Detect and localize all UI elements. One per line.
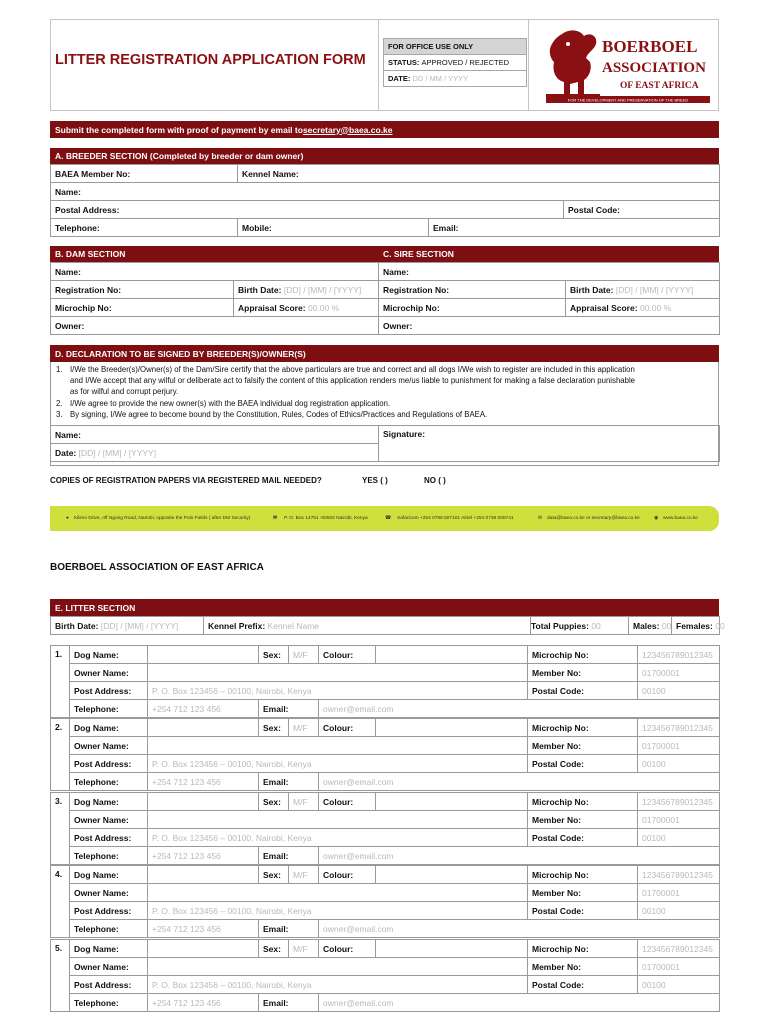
post-address-input[interactable]: P. O. Box 123456 – 00100, Nairobi, Kenya	[148, 902, 528, 920]
dam-birth-date-placeholder: [DD] / [MM] / [YYYY]	[283, 284, 362, 295]
colour-label: Colour:	[319, 719, 376, 737]
sire-birth-date-label: Birth Date:	[570, 284, 614, 295]
males-field[interactable]	[629, 617, 672, 635]
status-label: STATUS:	[388, 58, 420, 67]
dam-table	[50, 262, 379, 335]
litter-summary-table	[50, 616, 725, 635]
owner-name-label: Owner Name:	[70, 664, 148, 682]
sex-input[interactable]: M/F	[289, 866, 319, 884]
owner-name-input[interactable]	[148, 664, 528, 682]
females-placeholder: 00	[715, 620, 725, 631]
sire-section-heading: C. SIRE SECTION	[378, 246, 719, 262]
logo-line3: OF EAST AFRICA	[620, 81, 699, 91]
postal-code-label: Postal Code:	[528, 755, 638, 773]
telephone-label: Telephone:	[70, 920, 148, 938]
postal-code-input[interactable]: 00100	[638, 976, 720, 994]
mobile-field[interactable]: Mobile:	[238, 219, 429, 237]
post-address-input[interactable]: P. O. Box 123456 – 00100, Nairobi, Kenya	[148, 976, 528, 994]
status-value: APPROVED / REJECTED	[421, 58, 510, 67]
member-no-label: Member No:	[528, 958, 638, 976]
post-address-label: Post Address:	[70, 829, 148, 847]
decl-item-num: 1.	[56, 365, 63, 374]
telephone-input[interactable]: +254 712 123 456	[148, 700, 259, 718]
postal-code-input[interactable]: 00100	[638, 829, 720, 847]
colour-input[interactable]	[376, 866, 528, 884]
microchip-label: Microchip No:	[528, 646, 638, 664]
org-heading: BOERBOEL ASSOCIATION OF EAST AFRICA	[50, 562, 264, 573]
owner-name-label: Owner Name:	[70, 958, 148, 976]
dam-registration-field[interactable]: Registration No:	[51, 281, 234, 299]
banner-website: www.baea.co.ke	[663, 516, 698, 521]
post-address-label: Post Address:	[70, 902, 148, 920]
puppy-table	[50, 792, 720, 865]
telephone-input[interactable]: +254 712 123 456	[148, 847, 259, 865]
colour-label: Colour:	[319, 793, 376, 811]
member-no-label: Member No:	[528, 737, 638, 755]
member-no-input[interactable]: 01700001	[638, 958, 720, 976]
colour-label: Colour:	[319, 866, 376, 884]
females-field[interactable]	[672, 617, 725, 635]
dam-appraisal-field[interactable]	[234, 299, 379, 317]
sex-label: Sex:	[259, 719, 289, 737]
postal-code-label: Postal Code:	[528, 682, 638, 700]
kennel-prefix-field[interactable]	[204, 617, 531, 635]
sire-table	[378, 262, 720, 335]
sire-registration-field[interactable]: Registration No:	[379, 281, 566, 299]
email-icon: ✉	[538, 516, 543, 521]
litter-birth-date-placeholder: [DD] / [MM] / [YYYY]	[100, 620, 179, 631]
email-input[interactable]: owner@email.com	[319, 700, 720, 718]
females-label: Females:	[676, 620, 713, 631]
decl-item-3-line: By signing, I/We agree to become bound by the Constitution, Rules, Codes of Ethics/Practices and Regulations of BAEA.	[70, 410, 488, 419]
puppy-table	[50, 865, 720, 938]
puppy-number: 4.	[51, 866, 70, 938]
email-input[interactable]: owner@email.com	[319, 994, 720, 1012]
member-no-label: Member No:	[528, 664, 638, 682]
post-address-label: Post Address:	[70, 976, 148, 994]
telephone-input[interactable]: +254 712 123 456	[148, 994, 259, 1012]
dog-name-label: Dog Name:	[70, 793, 148, 811]
owner-name-label: Owner Name:	[70, 884, 148, 902]
telephone-label: Telephone:	[70, 700, 148, 718]
member-no-input[interactable]: 01700001	[638, 737, 720, 755]
banner-emails: data@baea.co.ke or secretary@baea.co.ke	[547, 516, 640, 521]
sire-owner-field[interactable]: Owner:	[379, 317, 720, 335]
post-address-input[interactable]: P. O. Box 123456 – 00100, Nairobi, Kenya	[148, 755, 528, 773]
decl-item-num: 2.	[56, 399, 63, 408]
owner-name-label: Owner Name:	[70, 811, 148, 829]
declaration-heading: D. DECLARATION TO BE SIGNED BY BREEDER(S)/OWNER(S)	[50, 345, 719, 362]
copies-no-option[interactable]: NO ( )	[424, 476, 446, 485]
member-no-input[interactable]: 01700001	[638, 664, 720, 682]
decl-date-field[interactable]	[51, 444, 379, 462]
dog-name-input[interactable]	[148, 646, 259, 664]
colour-input[interactable]	[376, 940, 528, 958]
postal-code-label: Postal Code:	[528, 976, 638, 994]
litter-section-heading: E. LITTER SECTION	[50, 599, 719, 616]
dog-name-label: Dog Name:	[70, 866, 148, 884]
males-label: Males:	[633, 620, 660, 631]
email-label: Email:	[259, 920, 319, 938]
total-puppies-placeholder: 00	[591, 620, 601, 631]
dam-birth-date-label: Birth Date:	[238, 284, 282, 295]
microchip-input[interactable]: 123456789012345	[638, 940, 720, 958]
contact-banner	[50, 506, 719, 531]
microchip-input[interactable]: 123456789012345	[638, 719, 720, 737]
dam-appraisal-label: Appraisal Score:	[238, 302, 306, 313]
litter-birth-date-label: Birth Date:	[55, 620, 99, 631]
member-no-label: Member No:	[528, 811, 638, 829]
location-pin-icon: ●	[66, 516, 69, 521]
dog-name-input[interactable]	[148, 793, 259, 811]
phone-icon: ☎	[385, 516, 391, 521]
males-placeholder: 00	[661, 620, 672, 631]
copies-question: COPIES OF REGISTRATION PAPERS VIA REGISTERED MAIL NEEDED?	[50, 476, 322, 485]
form-title: LITTER REGISTRATION APPLICATION FORM	[55, 52, 366, 68]
submit-email-link[interactable]: secretary@baea.co.ke	[302, 124, 393, 135]
decl-date-label: Date:	[55, 447, 77, 458]
po-box-icon: ✉	[273, 516, 278, 521]
sire-appraisal-placeholder: 00.00 %	[639, 302, 672, 313]
kennel-prefix-placeholder: Kennel Name	[267, 620, 320, 631]
puppy-number: 1.	[51, 646, 70, 718]
post-address-input[interactable]: P. O. Box 123456 – 00100, Nairobi, Kenya	[148, 829, 528, 847]
submit-note-text: Submit the completed form with proof of payment by email to	[55, 124, 303, 135]
postal-code-label: Postal Code:	[528, 902, 638, 920]
puppy-number: 2.	[51, 719, 70, 791]
colour-input[interactable]	[376, 793, 528, 811]
banner-address: Kilimo Drive, off Ngong Road, Nairobi, opposite the Polo Fields ( after DM Security)	[74, 516, 251, 521]
dog-name-input[interactable]	[148, 866, 259, 884]
kennel-prefix-label: Kennel Prefix:	[208, 620, 266, 631]
breeder-table	[50, 164, 720, 237]
puppy-table	[50, 718, 720, 791]
dog-name-input[interactable]	[148, 719, 259, 737]
puppy-table	[50, 645, 720, 718]
telephone-label: Telephone:	[70, 994, 148, 1012]
dam-microchip-field[interactable]: Microchip No:	[51, 299, 234, 317]
decl-item-num: 3.	[56, 410, 63, 419]
sex-input[interactable]: M/F	[289, 719, 319, 737]
telephone-input[interactable]: +254 712 123 456	[148, 920, 259, 938]
postal-code-input[interactable]: 00100	[638, 682, 720, 700]
dog-name-label: Dog Name:	[70, 719, 148, 737]
puppy-number: 3.	[51, 793, 70, 865]
colour-label: Colour:	[319, 646, 376, 664]
post-address-label: Post Address:	[70, 682, 148, 700]
member-no-input[interactable]: 01700001	[638, 884, 720, 902]
colour-label: Colour:	[319, 940, 376, 958]
date-placeholder: DD / MM / YYYY	[412, 74, 469, 83]
post-address-input[interactable]: P. O. Box 123456 – 00100, Nairobi, Kenya	[148, 682, 528, 700]
decl-date-placeholder: [DD] / [MM] / [YYYY]	[78, 447, 157, 458]
decl-item-1-line: and I/We accept that any wilful or deliberate act to falsify the content of this application renders me/us liable to punishment for making a false declaration punishable	[70, 376, 636, 385]
dam-birth-date-field[interactable]	[234, 281, 379, 299]
owner-name-input[interactable]	[148, 958, 528, 976]
microchip-input[interactable]: 123456789012345	[638, 646, 720, 664]
copies-yes-option[interactable]: YES ( )	[362, 476, 388, 485]
dam-name-field[interactable]: Name:	[51, 263, 379, 281]
telephone-label: Telephone:	[70, 773, 148, 791]
email-label: Email:	[259, 773, 319, 791]
decl-name-field[interactable]: Name:	[51, 426, 379, 444]
sex-label: Sex:	[259, 940, 289, 958]
postal-code-input[interactable]: 00100	[638, 902, 720, 920]
sire-appraisal-field[interactable]	[566, 299, 720, 317]
email-input[interactable]: owner@email.com	[319, 773, 720, 791]
total-puppies-field[interactable]	[531, 617, 629, 635]
kennel-name-field[interactable]: Kennel Name:	[238, 165, 720, 183]
signature-field[interactable]: Signature:	[379, 426, 720, 462]
member-no-input[interactable]: 01700001	[638, 811, 720, 829]
postal-code-field[interactable]: Postal Code:	[564, 201, 720, 219]
colour-input[interactable]	[376, 719, 528, 737]
banner-po-box: P. O. Box 14751 -00502 Nairobi, Kenya	[284, 516, 368, 521]
microchip-label: Microchip No:	[528, 866, 638, 884]
dam-owner-field[interactable]: Owner:	[51, 317, 379, 335]
dog-name-input[interactable]	[148, 940, 259, 958]
dog-silhouette-icon	[546, 30, 600, 98]
sire-appraisal-label: Appraisal Score:	[570, 302, 638, 313]
puppy-table	[50, 939, 720, 1012]
boerboel-logo	[540, 22, 716, 106]
decl-item-1-line: as for wilful and corrupt perjury.	[70, 387, 179, 396]
sire-birth-date-field[interactable]	[566, 281, 720, 299]
sex-input[interactable]: M/F	[289, 940, 319, 958]
colour-input[interactable]	[376, 646, 528, 664]
telephone-label: Telephone:	[70, 847, 148, 865]
microchip-input[interactable]: 123456789012345	[638, 866, 720, 884]
date-row[interactable]	[383, 70, 527, 87]
microchip-input[interactable]: 123456789012345	[638, 793, 720, 811]
member-no-field[interactable]: BAEA Member No:	[51, 165, 238, 183]
logo-line2: ASSOCIATION	[602, 60, 706, 76]
declaration-sign-table	[50, 425, 720, 462]
sex-input[interactable]: M/F	[289, 793, 319, 811]
owner-name-label: Owner Name:	[70, 737, 148, 755]
sex-label: Sex:	[259, 866, 289, 884]
postal-code-input[interactable]: 00100	[638, 755, 720, 773]
breeder-section-heading: A. BREEDER SECTION (Completed by breeder or dam owner)	[50, 148, 719, 164]
email-field[interactable]: Email:	[429, 219, 720, 237]
email-label: Email:	[259, 700, 319, 718]
submit-note-bar	[50, 121, 719, 138]
sire-name-field[interactable]: Name:	[379, 263, 720, 281]
email-label: Email:	[259, 847, 319, 865]
postal-address-field[interactable]: Postal Address:	[51, 201, 564, 219]
postal-code-label: Postal Code:	[528, 829, 638, 847]
breeder-name-field[interactable]: Name:	[51, 183, 720, 201]
sex-label: Sex:	[259, 646, 289, 664]
telephone-field[interactable]: Telephone:	[51, 219, 238, 237]
owner-name-input[interactable]	[148, 884, 528, 902]
decl-item-1-line: I/We the Breeder(s)/Owner(s) of the Dam/Sire certify that the above particulars are true and correct and all dogs I/We wish to register are included in this application	[70, 365, 635, 374]
post-address-label: Post Address:	[70, 755, 148, 773]
telephone-input[interactable]: +254 712 123 456	[148, 773, 259, 791]
office-use-label: FOR OFFICE USE ONLY	[383, 38, 527, 55]
sex-label: Sex:	[259, 793, 289, 811]
email-label: Email:	[259, 994, 319, 1012]
dam-section-heading: B. DAM SECTION	[50, 246, 378, 262]
dam-appraisal-placeholder: 00.00 %	[307, 302, 340, 313]
owner-name-input[interactable]	[148, 811, 528, 829]
puppy-number: 5.	[51, 940, 70, 1012]
date-label: DATE:	[388, 74, 411, 83]
sire-birth-date-placeholder: [DD] / [MM] / [YYYY]	[615, 284, 694, 295]
banner-phones: Safaricom +254 0798 507101 Airtel +254 0738 000741	[397, 516, 514, 521]
litter-birth-date-field[interactable]	[51, 617, 204, 635]
email-input[interactable]: owner@email.com	[319, 920, 720, 938]
logo-tagline: FOR THE DEVELOPMENT AND PRESERVATION OF THE BREED	[567, 97, 689, 103]
sire-microchip-field[interactable]: Microchip No:	[379, 299, 566, 317]
decl-item-2-line: I/We agree to provide the new owner(s) with the BAEA individual dog registration application.	[70, 399, 391, 408]
dog-name-label: Dog Name:	[70, 940, 148, 958]
microchip-label: Microchip No:	[528, 793, 638, 811]
microchip-label: Microchip No:	[528, 940, 638, 958]
total-puppies-label: Total Puppies:	[531, 620, 589, 631]
owner-name-input[interactable]	[148, 737, 528, 755]
microchip-label: Microchip No:	[528, 719, 638, 737]
email-input[interactable]: owner@email.com	[319, 847, 720, 865]
member-no-label: Member No:	[528, 884, 638, 902]
globe-icon: ◉	[654, 516, 659, 521]
dog-name-label: Dog Name:	[70, 646, 148, 664]
status-row	[383, 54, 527, 71]
sex-input[interactable]: M/F	[289, 646, 319, 664]
logo-line1: BOERBOEL	[602, 37, 698, 56]
